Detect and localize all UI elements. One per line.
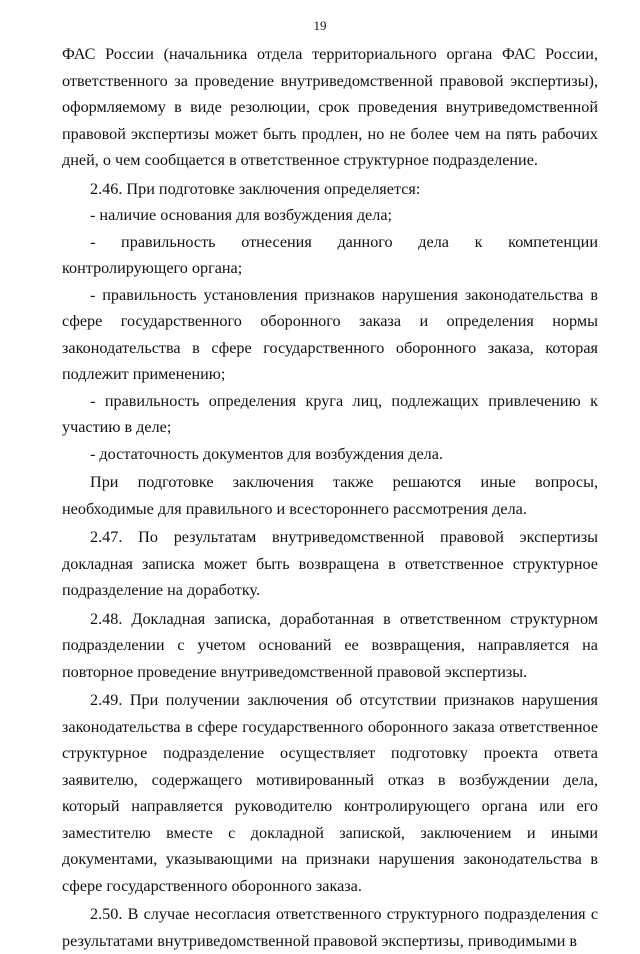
paragraph-2-49: 2.49. При получении заключения об отсутствии признаков нарушения законодательства в сфере государственного оборонного заказа ответственное структурное подразделение осуществляет подготовку проекта ответа заявителю, содержащего мотивированный отказ в возбуждении дела, который направляется руководителю контролирующего органа или его заместителю вместе с докладной запиской, заключением и иными документами, указывающими на признаки нарушения законодательства в сфере государственного оборонного заказа. xyxy=(62,691,598,895)
paragraph-continuation: ФАС России (начальника отдела территориального органа ФАС России, ответственного за проведение внутриведомственной правовой экспертизы), оформляемому в виде резолюции, срок проведения внутриведомственной правовой экспертизы может быть продлен, но не более чем на пять рабочих дней, о чем сообщается в ответственное структурное подразделение. xyxy=(62,45,598,169)
list-item-competence: - правильность отнесения данного дела к компетенции контролирующего органа; xyxy=(62,232,598,277)
paragraph-2-48: 2.48. Докладная записка, доработанная в ответственном структурном подразделении с учетом оснований ее возвращения, направляется на повторное проведение внутриведомственной правовой экспертизы. xyxy=(62,609,598,681)
paragraph-2-46: 2.46. При подготовке заключения определяется: xyxy=(90,179,421,198)
list-item-documents: - достаточность документов для возбуждения дела. xyxy=(90,444,443,463)
paragraph-2-47: 2.47. По результатам внутриведомственной правовой экспертизы докладная записка может быть возвращена в ответственное структурное подразделение на доработку. xyxy=(62,528,598,599)
list-item-violation-signs: - правильность установления признаков нарушения законодательства в сфере государственного оборонного заказа и определения нормы законодательства в сфере государственного оборонного заказа, которая подлежит применению; xyxy=(62,285,598,383)
list-item-persons: - правильность определения круга лиц, подлежащих привлечению к участию в деле; xyxy=(62,391,598,436)
paragraph-2-50: 2.50. В случае несогласия ответственного структурного подразделения с результатами внутриведомственной правовой экспертизы, приводимыми в xyxy=(62,905,598,950)
document-body xyxy=(62,41,598,954)
list-item-basis: - наличие основания для возбуждения дела; xyxy=(90,206,393,224)
page-number: 19 xyxy=(313,18,327,33)
paragraph-other-questions: При подготовке заключения также решаются иные вопросы, необходимые для правильного и всестороннего рассмотрения дела. xyxy=(62,473,598,518)
